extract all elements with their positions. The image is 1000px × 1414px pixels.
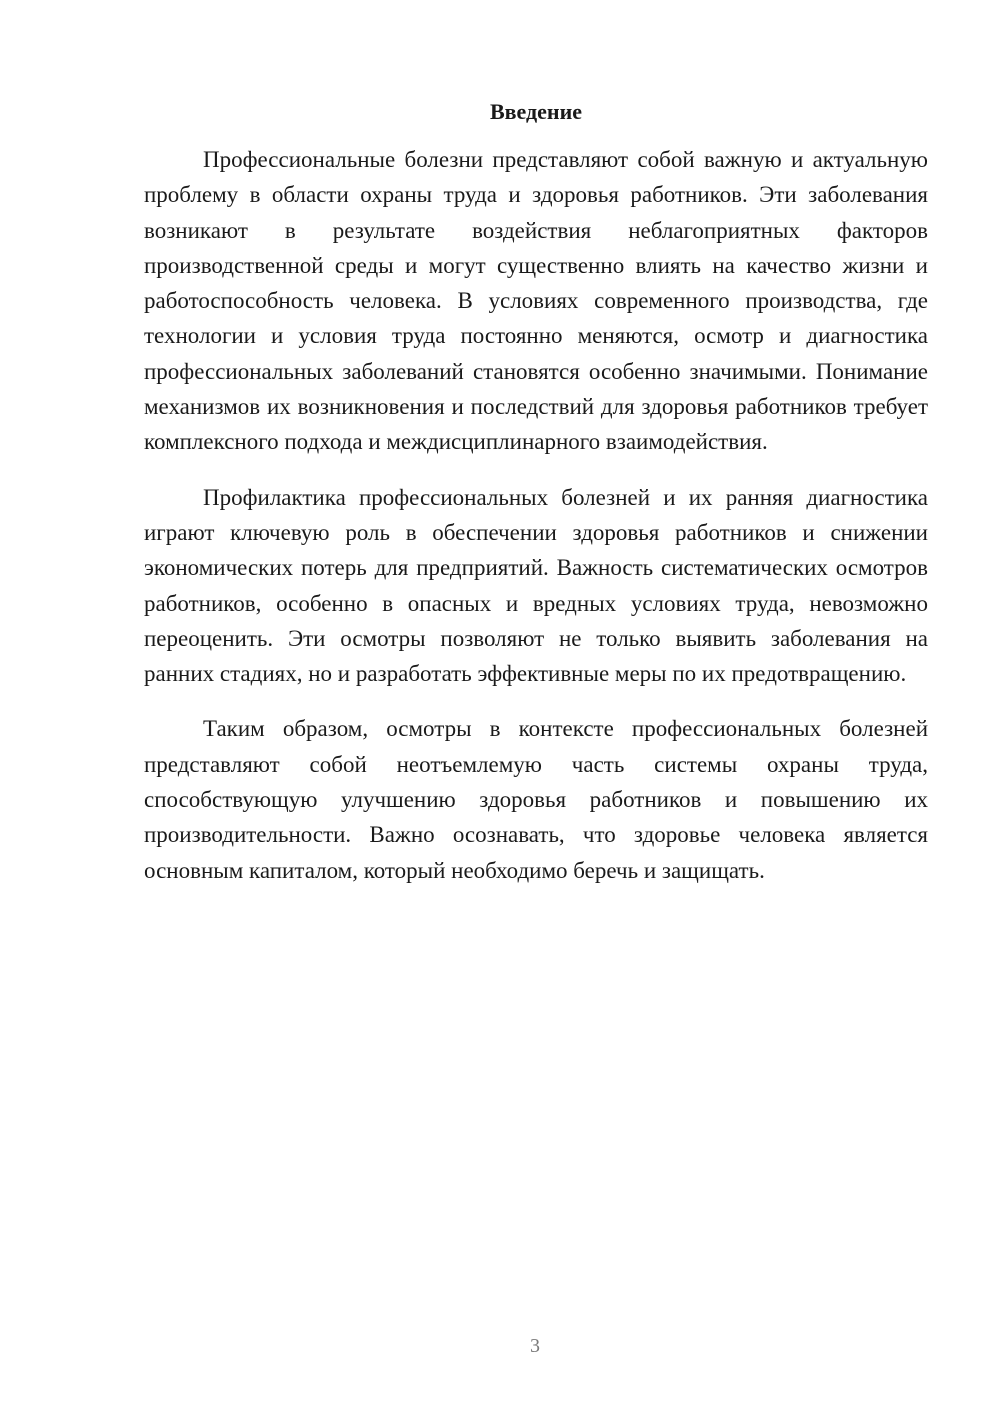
section-title: Введение xyxy=(489,99,583,124)
paragraph-1: Профессиональные болезни представляют собой важную и актуальную проблему в области охраны труда и здоровья работников. Эти заболевания возникают в результате воздействия неблагоприятных факторов производственной среды и могут существенно влиять на качество жизни и работоспособность человека. В условиях современного производства, где технологии и условия труда постоянно меняются, осмотр и диагностика профессиональных заболеваний становятся особенно значимыми. Понимание механизмов их возникновения и последствий для здоровья работников требует комплексного подхода и междисциплинарного взаимодействия. xyxy=(144,147,928,455)
body-text xyxy=(144,142,928,888)
paragraph-3: Таким образом, осмотры в контексте профессиональных болезней представляют собой неотъемлемую часть системы охраны труда, способствующую улучшению здоровья работников и повышению их производительности. Важно осознавать, что здоровье человека является основным капиталом, который необходимо беречь и защищать. xyxy=(144,716,928,883)
page-number: 3 xyxy=(530,1335,540,1357)
paragraph-2: Профилактика профессиональных болезней и их ранняя диагностика играют ключевую роль в обеспечении здоровья работников и снижении экономических потерь для предприятий. Важность систематических осмотров работников, особенно в опасных и вредных условиях труда, невозможно переоценить. Эти осмотры позволяют не только выявить заболевания на ранних стадиях, но и разработать эффективные меры по их предотвращению. xyxy=(144,484,928,687)
